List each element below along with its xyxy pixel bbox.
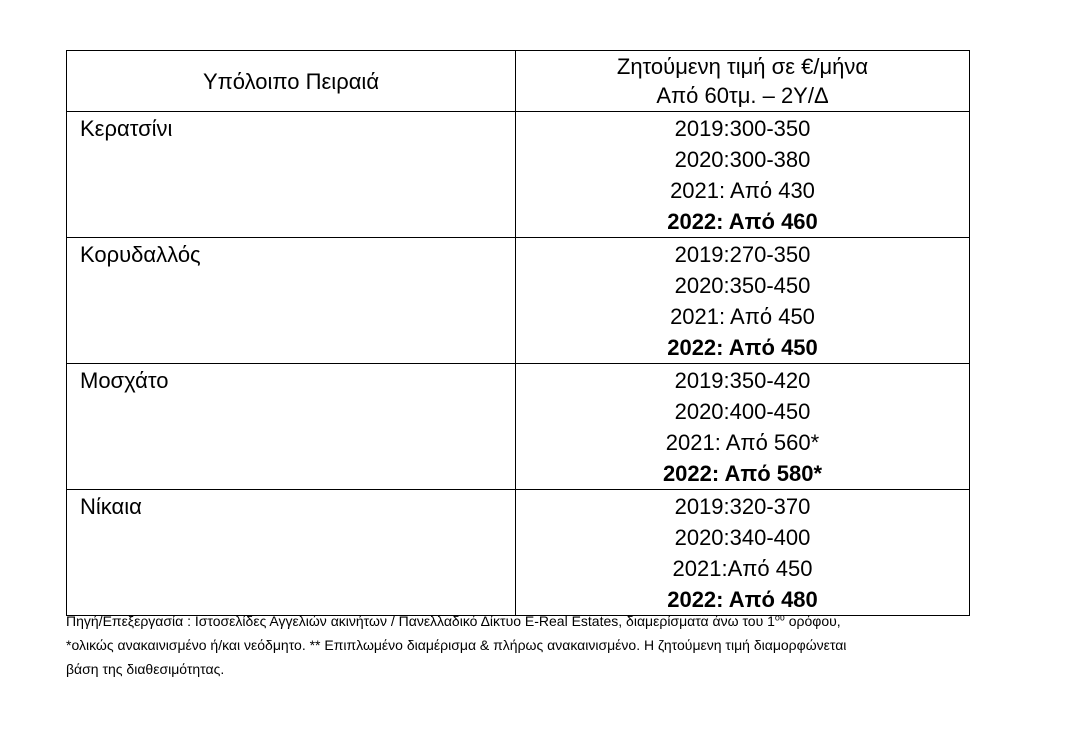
area-cell <box>67 364 516 490</box>
price-2022: 2022: Από 580* <box>662 461 823 486</box>
price-cell <box>516 112 970 238</box>
footnote <box>66 609 1026 681</box>
price-2022: 2022: Από 450 <box>667 335 818 360</box>
table-row <box>67 238 970 364</box>
area-name: Μοσχάτο <box>80 368 169 393</box>
table-header-row <box>67 51 970 112</box>
price-cell <box>516 490 970 616</box>
table-row <box>67 112 970 238</box>
footnote-line-3: βάση της διαθεσιμότητας. <box>66 661 225 677</box>
area-name: Νίκαια <box>80 494 142 519</box>
area-cell <box>67 238 516 364</box>
price-2019: 2019:320-370 <box>674 494 811 519</box>
price-2020: 2020:340-400 <box>674 525 811 550</box>
header-price-line2: Από 60τμ. – 2Υ/Δ <box>656 83 829 108</box>
table-row <box>67 364 970 490</box>
price-2020: 2020:400-450 <box>674 399 811 424</box>
price-2021: 2021: Από 560* <box>665 430 820 455</box>
price-2019: 2019:270-350 <box>674 242 811 267</box>
area-cell <box>67 112 516 238</box>
footnote-line-1 <box>66 609 1026 633</box>
price-2019: 2019:300-350 <box>674 116 811 141</box>
price-2021: 2021: Από 430 <box>670 178 815 203</box>
price-2021: 2021:Από 450 <box>672 556 813 581</box>
area-name: Κορυδαλλός <box>80 242 201 267</box>
header-price-line1: Ζητούμενη τιμή σε €/μήνα <box>616 54 869 79</box>
price-2020: 2020:350-450 <box>674 273 811 298</box>
footnote-line-2: *ολικώς ανακαινισμένο ή/και νεόδμητο. ** Επιπλωμένο διαμέρισμα & πλήρως ανακαινισμένο. Η ζητούμενη τιμή διαμορφώνεται <box>66 637 847 653</box>
header-area <box>67 51 516 112</box>
footnote-floor-text: ορόφου, <box>784 613 841 629</box>
table-row <box>67 490 970 616</box>
footnote-superscript: ου <box>774 612 785 623</box>
price-2022: 2022: Από 480 <box>667 587 818 612</box>
footnote-source-text: Πηγή/Επεξεργασία : Ιστοσελίδες Αγγελιών ακινήτων / Πανελλαδικό Δίκτυο E-Real Estates, διαμερίσματα άνω του 1 <box>66 613 775 629</box>
price-2022: 2022: Από 460 <box>667 209 818 234</box>
header-area-label: Υπόλοιπο Πειραιά <box>202 68 380 94</box>
price-2019: 2019:350-420 <box>674 368 811 393</box>
price-2020: 2020:300-380 <box>674 147 811 172</box>
price-2021: 2021: Από 450 <box>670 304 815 329</box>
area-cell <box>67 490 516 616</box>
area-name: Κερατσίνι <box>80 116 173 141</box>
header-price <box>516 51 970 112</box>
price-cell <box>516 238 970 364</box>
price-table <box>66 50 970 616</box>
price-cell <box>516 364 970 490</box>
